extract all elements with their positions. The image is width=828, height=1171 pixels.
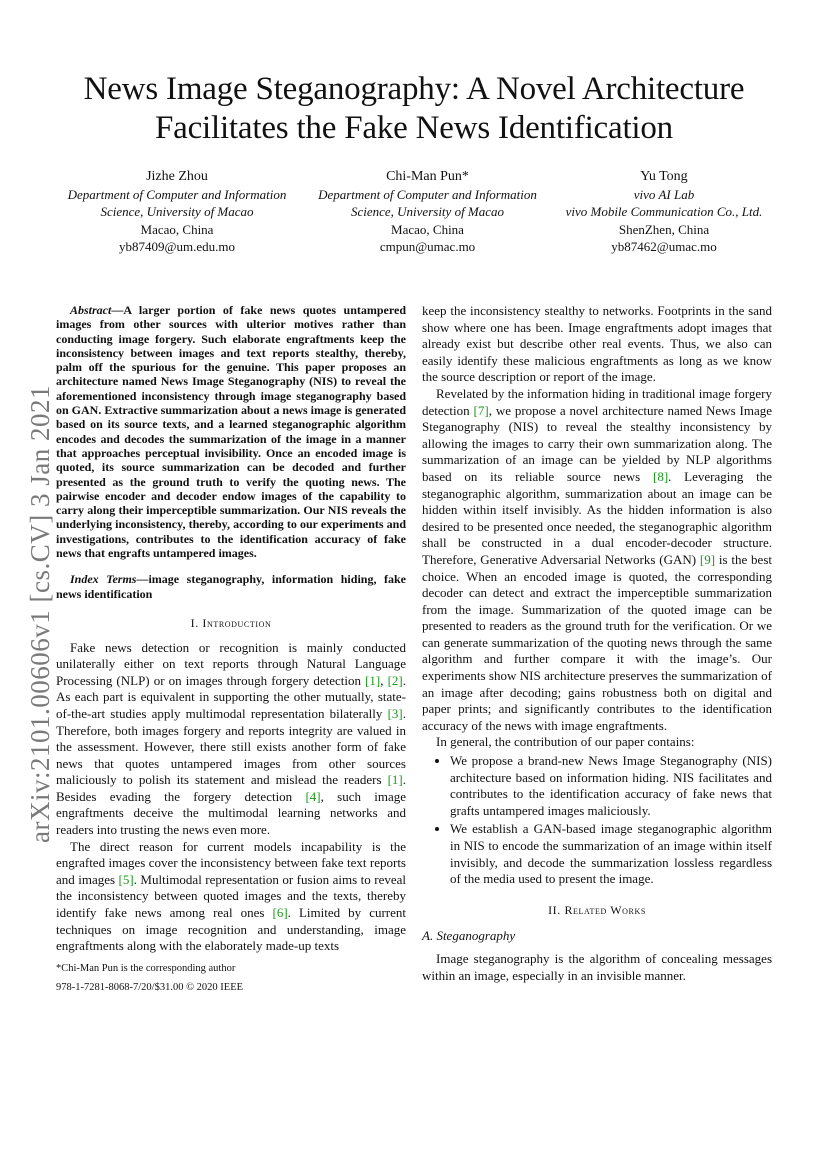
intro-paragraph-3: keep the inconsistency stealthy to networks. Footprints in the sand show where one has been. Image engraftments adopt images that already exist but describe other real events. Thus, we also can easily identify these malicious engraftments as long as we know the source description or report of the image. — [422, 303, 772, 385]
author-location: Macao, China — [140, 221, 214, 237]
intro-paragraph-2: The direct reason for current models incapability is the engrafted images cover the inconsistency between fake text reports and images [5]. Multimodal representation or fusion aims to reveal the inconsistency between quoted images and the texts, thereby identify fake news among real ones [6]. Limited by current techniques on image recognition and understanding, image engraftments along with the elaborately made-up texts — [56, 838, 407, 954]
author-affiliation: vivo AI Lab — [633, 186, 695, 202]
citation-link[interactable]: [1] — [365, 672, 381, 688]
corresponding-author-note: *Chi-Man Pun is the corresponding author — [56, 963, 236, 974]
author-location: Macao, China — [391, 221, 464, 237]
title-line-1: News Image Steganography: A Novel Architecture — [83, 71, 745, 107]
author-name: Jizhe Zhou — [146, 169, 208, 184]
author-affiliation: Department of Computer and Information — [67, 186, 287, 202]
index-terms-text: —image steganography, information hiding, fake news identification — [56, 572, 406, 601]
author-email: cmpun@umac.mo — [379, 239, 476, 254]
index-terms-label: Index Terms — [70, 572, 137, 587]
arxiv-identifier: arXiv:2101.00606v1 [cs.CV] 3 Jan 2021 — [25, 385, 55, 843]
paper-title — [40, 70, 788, 148]
title-line-2: Facilitates the Fake News Identification — [154, 110, 673, 146]
author-name: Chi-Man Pun* — [386, 169, 469, 184]
author-name: Yu Tong — [640, 169, 688, 184]
citation-link[interactable]: [9] — [699, 551, 716, 567]
author-email: yb87462@umac.mo — [611, 239, 717, 254]
citation-link[interactable]: [2] — [387, 672, 403, 688]
intro-paragraph-4: Revelated by the information hiding in traditional image forgery detection [7], we propose a novel architecture named News Image Steganography (NIS) to reveal the stealthy inconsistency by allowing the images to carry their own summarization along. The summarization of an image can be yielded by NLP algorithms based on its reliable source news [8]. Leveraging the steganographic algorithm, summarization about an image can be hidden within itself invisibly. As the hidden information is also desired to be presented once needed, the steganographic algorithm shall be constructed in a dual encoder-decoder structure. Therefore, Generative Adversarial Networks (GAN) [9] is the best choice. When an encoded image is quoted, the corresponding decoder can detect and extract the imperceptible summarization from the image. Summarization of the quoted image can be presented to readers as the ground truth for the verification. Or we can generate summarization of the quoting news through the same algorithm and further compare it with the image’s. Our experiments show NIS architecture preserves the summarization of an image after decoding; gains robustness both on digital and paper prints; and significantly contributes to the identification accuracy of the news with image engraftments. — [422, 385, 772, 733]
list-item: • We establish a GAN-based image steganographic algorithm in NIS to encode the summarization of an image within itself invisibly, and decode the summarization lossless regardless of the media used to present the image. — [450, 821, 772, 887]
list-item: • We propose a brand-new News Image Steganography (NIS) architecture based on information hiding. NIS facilitates and contributes to the identification accuracy of fake news that grafts untampered images maliciously. — [450, 753, 772, 819]
contribution-list — [422, 753, 772, 888]
footnote-area — [56, 962, 406, 994]
subsection-heading-steganography: A. Steganography — [422, 928, 516, 944]
author-affiliation: vivo Mobile Communication Co., Ltd. — [565, 204, 763, 219]
citation-link[interactable]: [6] — [272, 905, 288, 921]
right-column — [422, 303, 772, 984]
author-block-3 — [550, 168, 778, 256]
left-column — [56, 303, 406, 955]
citation-link[interactable]: [5] — [118, 871, 134, 887]
abstract — [56, 303, 406, 560]
citation-link[interactable]: [8] — [653, 468, 669, 484]
citation-link[interactable]: [3] — [387, 705, 403, 721]
citation-link[interactable]: [1] — [387, 772, 403, 788]
abstract-text: —A larger portion of fake news quotes untampered images from other sources with ulterior motives rather than conducting image forgery. Such elaborate engraftments keep the inconsistency between images and text reports stealthy, thereby, palm off the spurious for the genuine. This paper proposes an architecture named News Image Steganography (NIS) to reveal the aforementioned inconsistency through image steganography based on GAN. Extractive summarization about a news image is generated based on its source texts, and a learned steganographic algorithm encodes and decodes the summarization of the image in a manner that approaches perceptual invisibility. Once an encoded image is quoted, its source summarization can be decoded and further presented as the ground truth to verify the quoting news. The pairwise encoder and decoder endow images of the capability to carry along their imperceptible summarization. Our NIS reveals the underlying inconsistency, thereby, according to our experiments and investigations, contributes to the identification accuracy of fake news that engrafts untampered images. — [56, 303, 406, 561]
author-block-1 — [52, 168, 302, 256]
citation-link[interactable]: [7] — [473, 402, 489, 418]
author-affiliation: Department of Computer and Information — [318, 186, 537, 202]
author-block-2 — [300, 168, 555, 256]
intro-paragraph-1: Fake news detection or recognition is mainly conducted unilaterally either on text reports through Natural Language Processing (NLP) or on images through forgery detection [1], [2]. As each part is equivalent in supporting the other mutually, state-of-the-art studies apply multimodal representation bilaterally [3]. Therefore, both images forgery and reports integrity are valued in the assessment. However, there still exists another form of fake news that quotes untampered images from other sources maliciously to polish its statement and mislead the readers [1]. Besides evading the forgery detection [4], such image engraftments deceive the multimodal learning networks and readers into trusting the news even more. — [56, 639, 406, 838]
author-affiliation: Science, University of Macao — [350, 204, 505, 219]
abstract-label: Abstract — [70, 303, 112, 317]
contribution-intro: In general, the contribution of our paper contains: — [436, 734, 695, 750]
index-terms — [56, 572, 406, 601]
section-heading-related-works: II. Related Works — [548, 902, 646, 917]
copyright-notice: 978-1-7281-8068-7/20/$31.00 © 2020 IEEE — [56, 982, 244, 993]
author-email: yb87409@um.edu.mo — [119, 239, 235, 254]
citation-link[interactable]: [4] — [305, 788, 321, 804]
author-location: ShenZhen, China — [618, 221, 710, 237]
author-affiliation: Science, University of Macao — [100, 204, 254, 219]
steganography-paragraph: Image steganography is the algorithm of concealing messages within an image, especially in an invisible manner. — [422, 950, 772, 983]
section-heading-introduction: I. Introduction — [190, 615, 272, 630]
